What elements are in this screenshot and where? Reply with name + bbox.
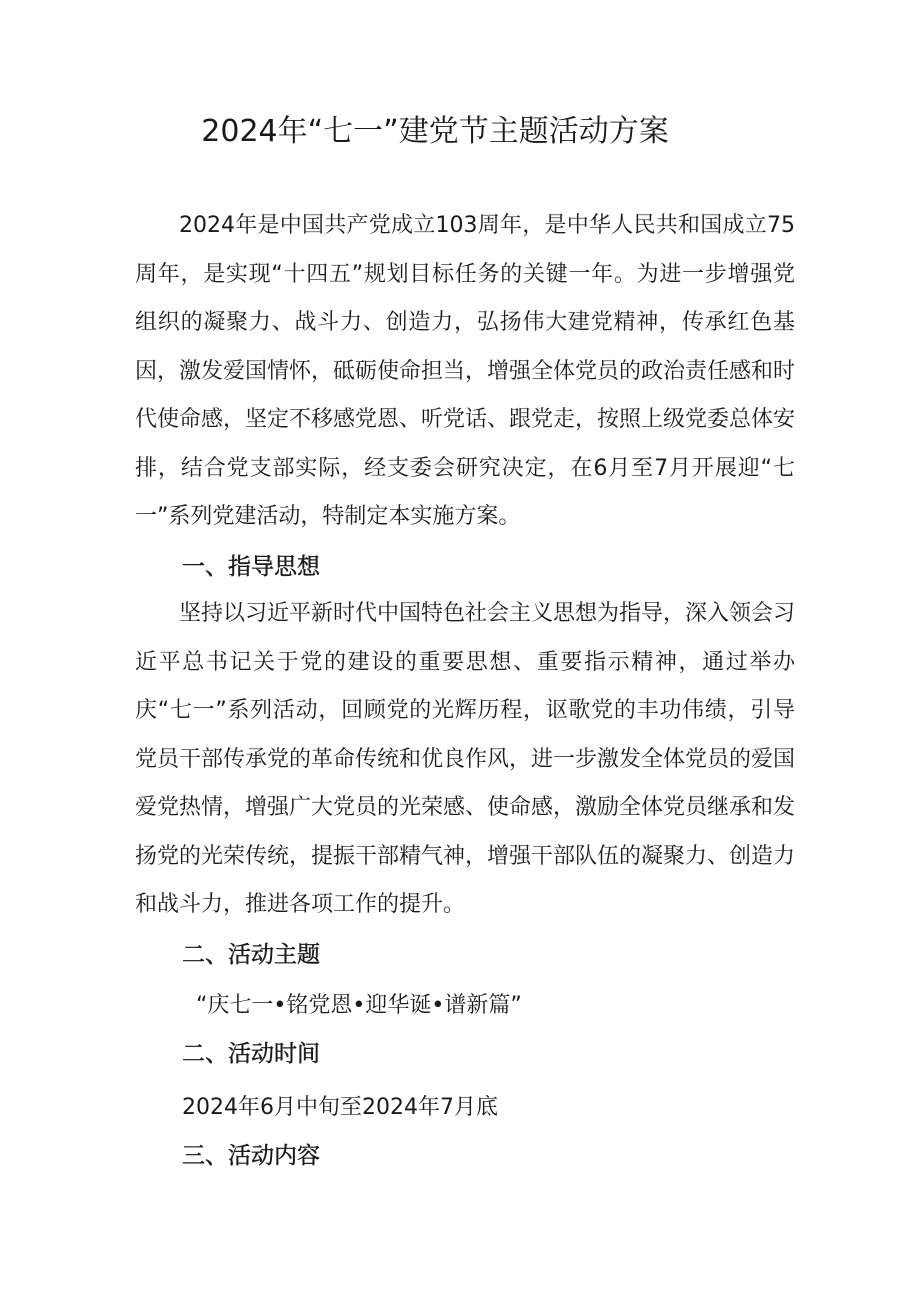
activity-theme-text: “庆七一•铭党恩•迎华诞•谱新篇” xyxy=(196,993,522,1018)
guiding-ideology-paragraph: 坚持以习近平新时代中国特色社会主义思想为指导，深入领会习近平总书记关于党的建设的重要思想、重要指示精神，通过举办庆“七一”系列活动，回顾党的光辉历程，讴歌党的丰功伟绩，引导党员干部传承党的革命传统和优良作风，进一步激发全体党员的爱国爱党热情，增强广大党员的光荣感、使命感，激励全体党员继承和发扬党的光荣传统，提振干部精气神，增强干部队伍的凝聚力、创造力和战斗力，推进各项工作的提升。 xyxy=(135,601,796,917)
section-heading-activity-theme: 二、活动主题 xyxy=(182,942,320,968)
section-heading-guiding-ideology: 一、指导思想 xyxy=(182,554,320,580)
section-heading-activity-time: 二、活动时间 xyxy=(182,1041,320,1067)
document-title: 2024年“七一”建党节主题活动方案 xyxy=(201,114,669,149)
section-heading-activity-content: 三、活动内容 xyxy=(182,1143,320,1169)
activity-time-text: 2024年6月中旬至2024年7月底 xyxy=(182,1095,498,1120)
intro-paragraph: 2024年是中国共产党成立103周年，是中华人民共和国成立75周年，是实现“十四五”规划目标任务的关键一年。为进一步增强党组织的凝聚力、战斗力、创造力，弘扬伟大建党精神，传承红色基因，激发爱国情怀，砥砺使命担当，增强全体党员的政治责任感和时代使命感，坚定不移感党恩、听党话、跟党走，按照上级党委总体安排，结合党支部实际，经支委会研究决定，在6月至7月开展迎“七一”系列党建活动，特制定本实施方案。 xyxy=(135,213,796,529)
